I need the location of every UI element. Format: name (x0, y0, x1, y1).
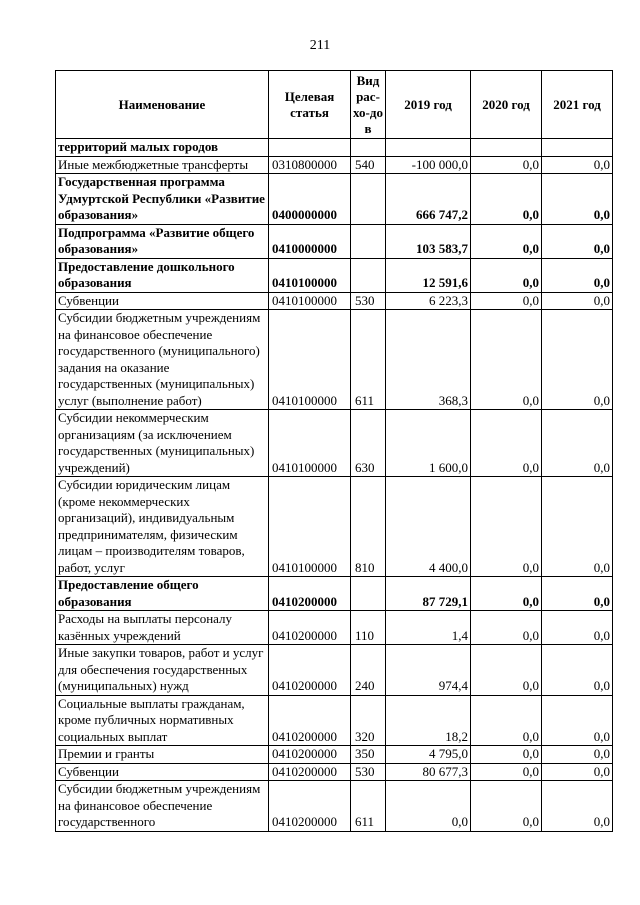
table-row (56, 156, 613, 174)
row-2020: 0,0 (471, 611, 542, 645)
row-code: 0410100000 (269, 258, 351, 292)
row-code: 0410200000 (269, 781, 351, 832)
table-row (56, 292, 613, 310)
row-2019: 1 600,0 (386, 410, 471, 477)
row-2020: 0,0 (471, 781, 542, 832)
row-name: Подпрограмма «Развитие общего образования» (56, 224, 269, 258)
row-2020: 0,0 (471, 292, 542, 310)
page-number: 211 (309, 38, 331, 53)
row-kind: 810 (351, 477, 386, 577)
row-name: Иные закупки товаров, работ и услуг для обеспечения государственных (муниципальных) нужд (56, 645, 269, 696)
row-2021: 0,0 (542, 224, 613, 258)
row-2021: 0,0 (542, 477, 613, 577)
budget-table (55, 70, 613, 832)
row-2021: 0,0 (542, 310, 613, 410)
row-kind: 611 (351, 781, 386, 832)
row-name: Субвенции (56, 763, 269, 781)
header-row (56, 71, 613, 139)
row-2019: 974,4 (386, 645, 471, 696)
row-kind: 611 (351, 310, 386, 410)
row-2020: 0,0 (471, 746, 542, 764)
row-name: Субсидии юридическим лицам (кроме некоммерческих организаций), индивидуальным предпринимателям, физическим лицам – производителям товаров, работ, услуг (56, 477, 269, 577)
row-code: 0410200000 (269, 763, 351, 781)
header-name: Наименование (56, 71, 269, 139)
table-row (56, 477, 613, 577)
row-2019: 6 223,3 (386, 292, 471, 310)
row-kind: 350 (351, 746, 386, 764)
row-code: 0410200000 (269, 577, 351, 611)
row-2019: 0,0 (386, 781, 471, 832)
header-2020: 2020 год (471, 71, 542, 139)
row-name: Субсидии некоммерческим организациям (за исключением государственных (муниципальных) учреждений) (56, 410, 269, 477)
row-2021: 0,0 (542, 746, 613, 764)
row-2019: 103 583,7 (386, 224, 471, 258)
row-2021: 0,0 (542, 695, 613, 746)
row-2019: 1,4 (386, 611, 471, 645)
row-2021: 0,0 (542, 174, 613, 225)
row-name: Предоставление дошкольного образования (56, 258, 269, 292)
header-kind: Вид рас-хо-дов (351, 71, 386, 139)
table-row (56, 781, 613, 832)
row-2020: 0,0 (471, 156, 542, 174)
table-row (56, 645, 613, 696)
row-2020 (471, 139, 542, 157)
table-row (56, 611, 613, 645)
table-row (56, 746, 613, 764)
row-name: Иные межбюджетные трансферты (56, 156, 269, 174)
row-name: Субвенции (56, 292, 269, 310)
row-2020: 0,0 (471, 174, 542, 225)
row-2021: 0,0 (542, 763, 613, 781)
row-kind: 110 (351, 611, 386, 645)
row-name: Премии и гранты (56, 746, 269, 764)
header-code: Целевая статья (269, 71, 351, 139)
row-kind: 630 (351, 410, 386, 477)
row-kind: 320 (351, 695, 386, 746)
row-2020: 0,0 (471, 410, 542, 477)
row-2021 (542, 139, 613, 157)
row-code: 0410100000 (269, 292, 351, 310)
table-row (56, 310, 613, 410)
row-2019: 4 400,0 (386, 477, 471, 577)
row-2019: 368,3 (386, 310, 471, 410)
row-2020: 0,0 (471, 577, 542, 611)
row-code: 0410200000 (269, 611, 351, 645)
row-2020: 0,0 (471, 477, 542, 577)
row-2020: 0,0 (471, 695, 542, 746)
row-2021: 0,0 (542, 410, 613, 477)
header-2021: 2021 год (542, 71, 613, 139)
row-code: 0400000000 (269, 174, 351, 225)
row-2021: 0,0 (542, 292, 613, 310)
table-row (56, 410, 613, 477)
row-2019 (386, 139, 471, 157)
row-2019: 80 677,3 (386, 763, 471, 781)
table-row (56, 258, 613, 292)
row-kind (351, 139, 386, 157)
row-2020: 0,0 (471, 763, 542, 781)
row-name: Субсидии бюджетным учреждениям на финансовое обеспечение государственного (56, 781, 269, 832)
table-row (56, 224, 613, 258)
row-kind: 540 (351, 156, 386, 174)
row-code: 0410100000 (269, 410, 351, 477)
row-2019: 4 795,0 (386, 746, 471, 764)
row-name: Социальные выплаты гражданам, кроме публичных нормативных социальных выплат (56, 695, 269, 746)
row-code: 0410000000 (269, 224, 351, 258)
row-kind (351, 577, 386, 611)
row-code (269, 139, 351, 157)
row-2021: 0,0 (542, 611, 613, 645)
header-2019: 2019 год (386, 71, 471, 139)
table-row (56, 577, 613, 611)
row-2020: 0,0 (471, 645, 542, 696)
table-row (56, 695, 613, 746)
row-name: Государственная программа Удмуртской Республики «Развитие образования» (56, 174, 269, 225)
row-2021: 0,0 (542, 156, 613, 174)
row-kind (351, 174, 386, 225)
row-2020: 0,0 (471, 224, 542, 258)
row-name: территорий малых городов (56, 139, 269, 157)
row-kind: 530 (351, 292, 386, 310)
row-2021: 0,0 (542, 781, 613, 832)
row-code: 0310800000 (269, 156, 351, 174)
row-2021: 0,0 (542, 577, 613, 611)
row-kind: 240 (351, 645, 386, 696)
row-2021: 0,0 (542, 258, 613, 292)
table-row (56, 139, 613, 157)
row-2019: -100 000,0 (386, 156, 471, 174)
row-2020: 0,0 (471, 310, 542, 410)
row-code: 0410200000 (269, 645, 351, 696)
row-code: 0410100000 (269, 477, 351, 577)
row-code: 0410100000 (269, 310, 351, 410)
table-row (56, 763, 613, 781)
table-body (56, 139, 613, 832)
row-kind (351, 224, 386, 258)
row-2019: 18,2 (386, 695, 471, 746)
row-2019: 666 747,2 (386, 174, 471, 225)
row-kind (351, 258, 386, 292)
row-kind: 530 (351, 763, 386, 781)
row-2020: 0,0 (471, 258, 542, 292)
row-2019: 87 729,1 (386, 577, 471, 611)
row-code: 0410200000 (269, 746, 351, 764)
table-row (56, 174, 613, 225)
row-2021: 0,0 (542, 645, 613, 696)
row-name: Субсидии бюджетным учреждениям на финансовое обеспечение государственного (муниципального) задания на оказание государственных (муниципальных) услуг (выполнение работ) (56, 310, 269, 410)
row-name: Предоставление общего образования (56, 577, 269, 611)
row-2019: 12 591,6 (386, 258, 471, 292)
row-name: Расходы на выплаты персоналу казённых учреждений (56, 611, 269, 645)
row-code: 0410200000 (269, 695, 351, 746)
